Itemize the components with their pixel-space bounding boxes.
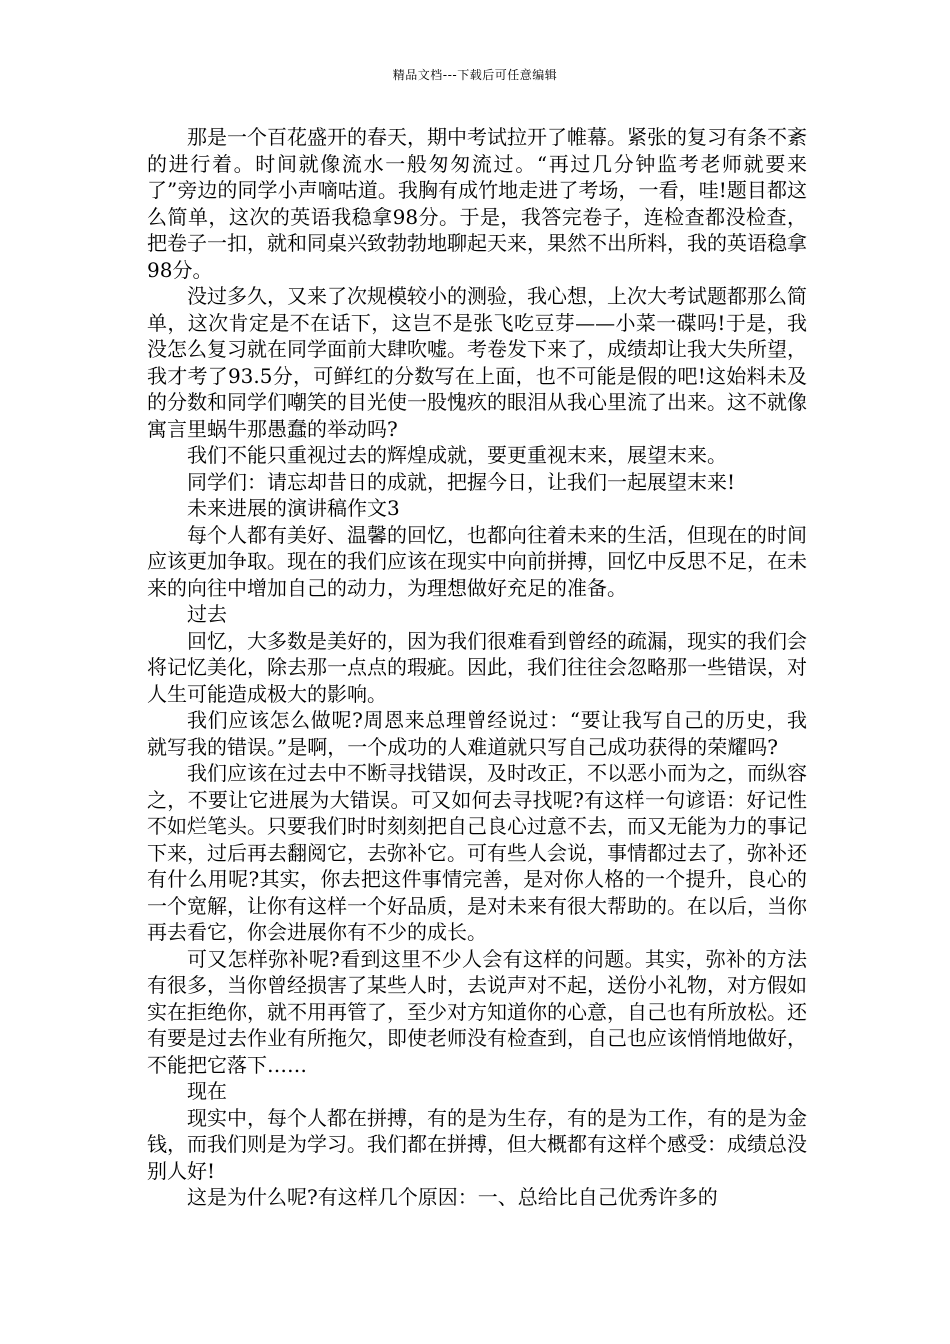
- paragraph: 可又怎样弥补呢?看到这里不少人会有这样的问题。其实，弥补的方法有很多，当你曾经损害了某些人时，去说声对不起，送份小礼物，对方假如实在拒绝你，就不用再管了，至少对方知道你的心意，自己也有所放松。还有要是过去作业有所拖欠，即使老师没有检查到，自己也应该悄悄地做好，不能把它落下……: [147, 946, 807, 1077]
- paragraph: 我们不能只重视过去的辉煌成就，要更重视末来，展望末来。: [187, 443, 727, 467]
- section-heading-past: 过去: [187, 602, 227, 626]
- paragraph: 每个人都有美好、温馨的回忆，也都向往着未来的生活，但现在的时间应该更加争取。现在的我们应该在现实中向前拼搏，回忆中反思不足，在未来的向往中增加自己的动力，为理想做好充足的准备。: [147, 522, 807, 600]
- paragraph: 我们应该在过去中不断寻找错误，及时改正，不以恶小而为之，而纵容之，不要让它进展为大错误。可又如何去寻找呢?有这样一句谚语：好记性不如烂笔头。只要我们时时刻刻把自己良心过意不去，而又无能为力的事记下来，过后再去翻阅它，去弥补它。可有些人会说，事情都过去了，弥补还有什么用呢?其实，你去把这件事情完善，是对你人格的一个提升，良心的一个宽解，让你有这样一个好品质，是对未来有很大帮助的。在以后，当你再去看它，你会进展你有不少的成长。: [147, 761, 807, 944]
- paragraph: 那是一个百花盛开的春天，期中考试拉开了帷幕。紧张的复习有条不紊的进行着。时间就像流水一般匆匆流过。“再过几分钟监考老师就要来了”旁边的同学小声嘀咕道。我胸有成竹地走进了考场，一看，哇!题目都这么简单，这次的英语我稳拿98分。于是，我答完卷子，连检查都没检查，把卷子一扣，就和同桌兴致勃勃地聊起天来，果然不出所料，我的英语稳拿98分。: [147, 125, 807, 282]
- document-body: [147, 124, 807, 1211]
- paragraph: 现实中，每个人都在拼搏，有的是为生存，有的是为工作，有的是为金钱，而我们则是为学习。我们都在拼搏，但大概都有这样个感受：成绩总没别人好!: [147, 1105, 807, 1183]
- paragraph: 同学们：请忘却昔日的成就，把握今日，让我们一起展望末来!: [187, 469, 736, 494]
- paragraph: 这是为什么呢?有这样几个原因：一、总给比自己优秀许多的: [187, 1185, 718, 1209]
- paragraph: 没过多久，又来了次规模较小的测验，我心想，上次大考试题都那么简单，这次肯定是不在话下，这岂不是张飞吃豆芽——小菜一碟吗!于是，我没怎么复习就在同学面前大肆吹嘘。考卷发下来了，成绩却让我大失所望，我才考了93.5分，可鲜红的分数写在上面，也不可能是假的吧!这始料未及的分数和同学们嘲笑的目光使一股愧疚的眼泪从我心里流了出来。这不就像寓言里蜗牛那愚蠢的举动吗?: [147, 284, 807, 441]
- section-heading-present: 现在: [187, 1079, 227, 1103]
- page-header: 精品文档---下载后可任意编辑: [392, 68, 558, 82]
- paragraph: 我们应该怎么做呢?周恩来总理曾经说过：“要让我写自己的历史，我就写我的错误。”是啊，一个成功的人难道就只写自己成功获得的荣耀吗?: [147, 708, 807, 759]
- section-title: 未来进展的演讲稿作文3: [187, 496, 400, 520]
- paragraph: 回忆，大多数是美好的，因为我们很难看到曾经的疏漏，现实的我们会将记忆美化，除去那一点点的瑕疵。因此，我们往往会忽略那一些错误，对人生可能造成极大的影响。: [147, 628, 807, 706]
